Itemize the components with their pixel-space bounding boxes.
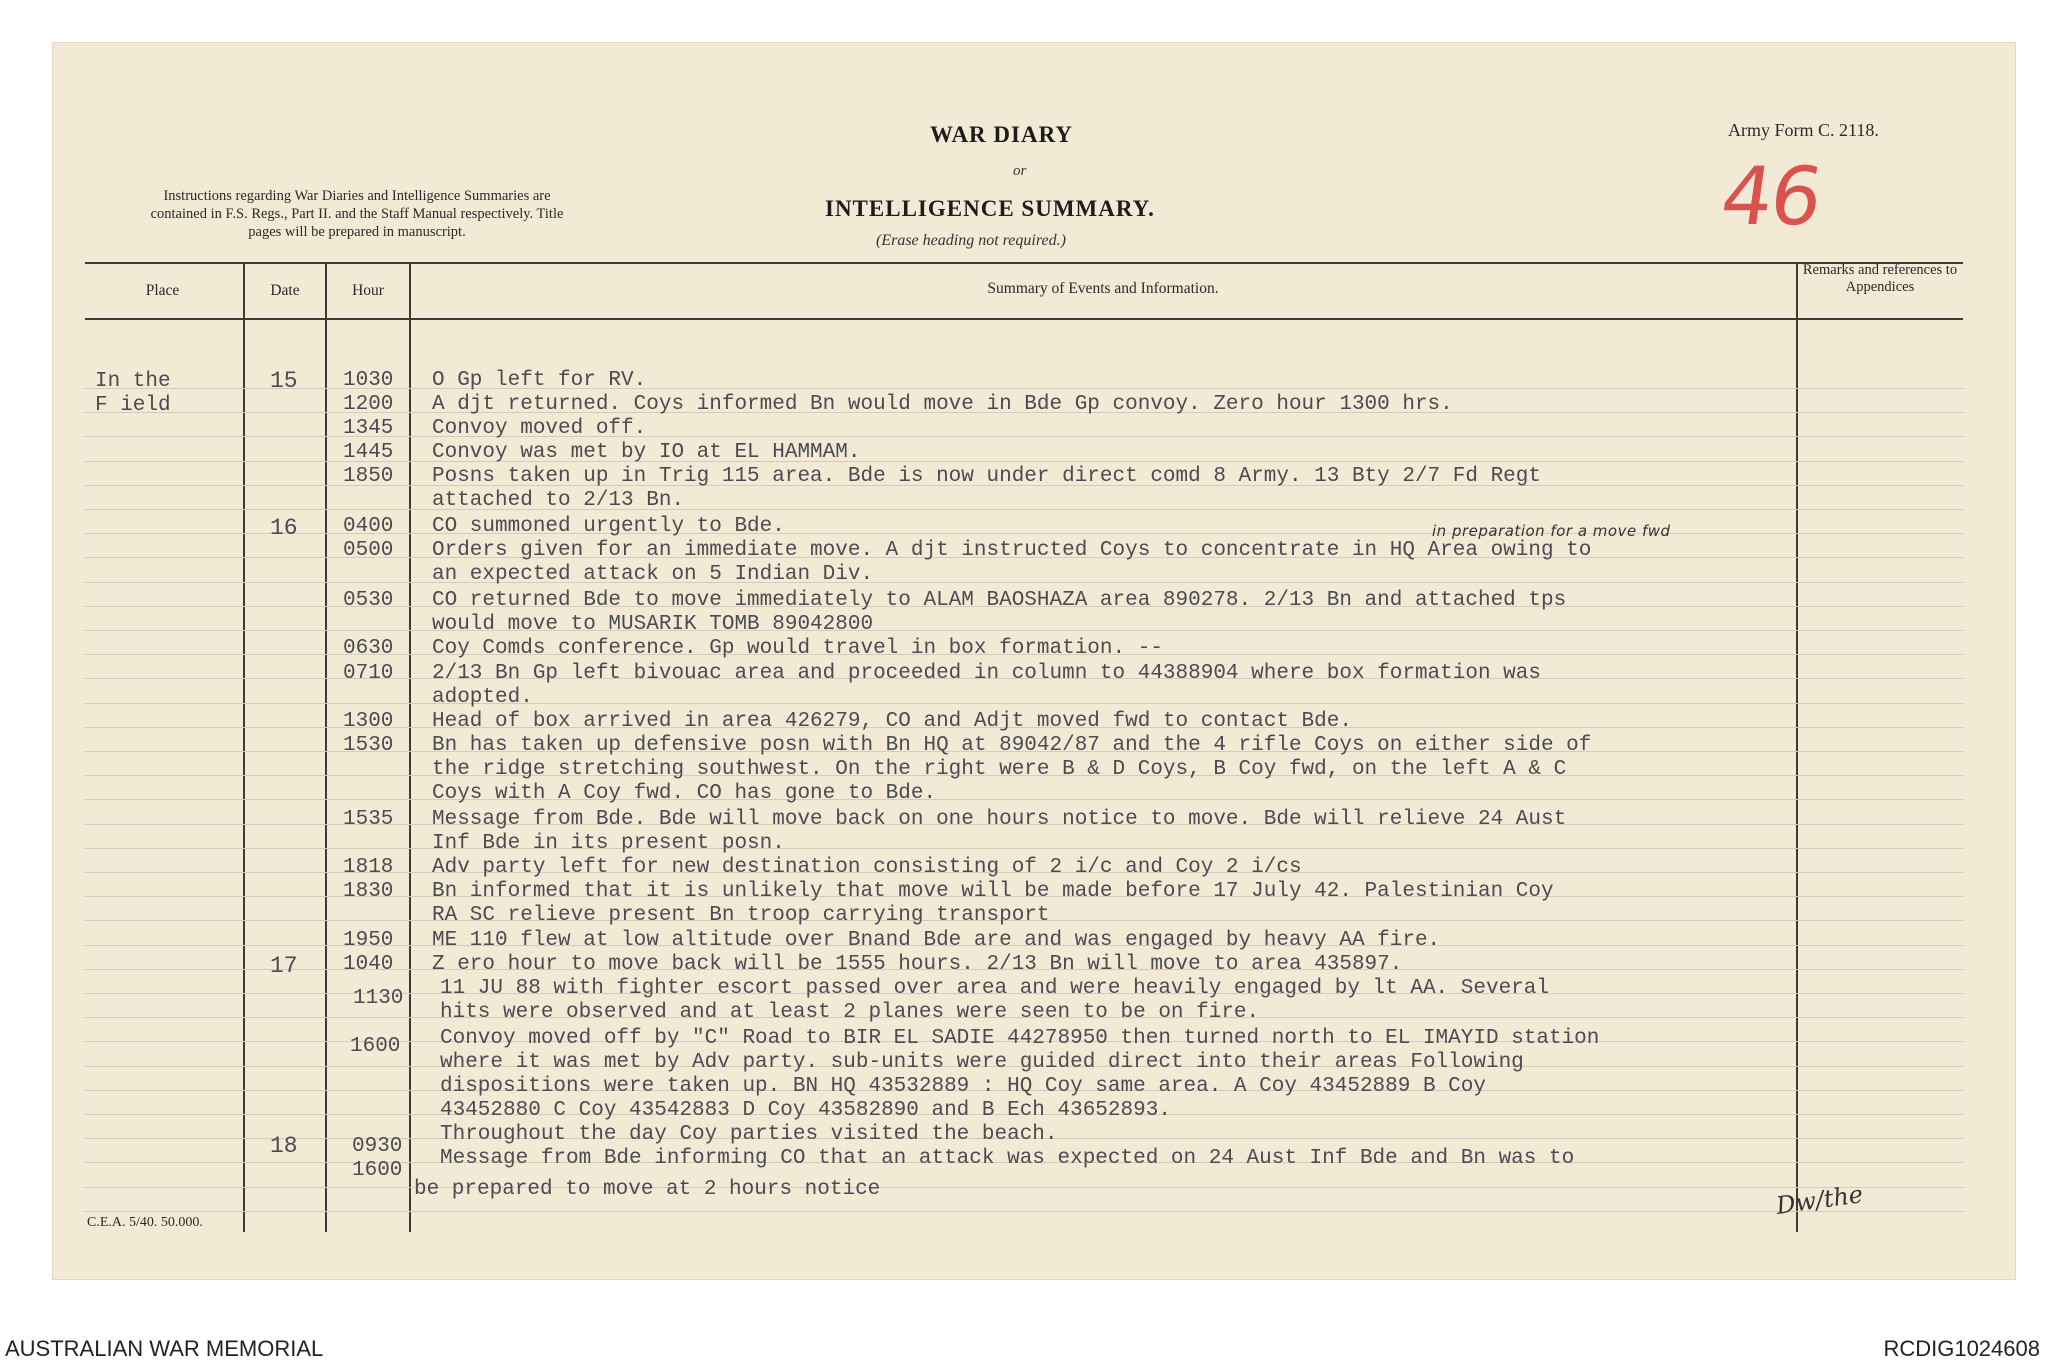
summary-line: Throughout the day Coy parties visited the beach. (440, 1123, 1058, 1146)
hour-entry: 1030 (343, 369, 394, 392)
table-header-rule (85, 318, 1963, 320)
summary-line: be prepared to move at 2 hours notice (414, 1178, 881, 1201)
summary-line: Convoy was met by IO at EL HAMMAM. (432, 441, 861, 464)
war-diary-title: WAR DIARY (930, 122, 1074, 147)
summary-line: Z ero hour to move back will be 1555 hours. 2/13 Bn will move to area 435897. (432, 953, 1403, 976)
ruled-line (85, 1187, 1963, 1188)
summary-line: Inf Bde in its present posn. (432, 832, 785, 855)
erase-note: (Erase heading not required.) (876, 232, 1066, 249)
summary-line: the ridge stretching southwest. On the right were B & D Coys, B Coy fwd, on the left A & C (432, 758, 1567, 781)
summary-line: Posns taken up in Trig 115 area. Bde is now under direct comd 8 Army. 13 Bty 2/7 Fd Regt (432, 465, 1541, 488)
hour-entry: 1830 (343, 880, 394, 903)
summary-line: Adv party left for new destination consisting of 2 i/c and Coy 2 i/cs (432, 856, 1302, 879)
ruled-line (85, 582, 1963, 583)
col-divider-remarks (1796, 262, 1798, 1232)
summary-line: 11 JU 88 with fighter escort passed over area and were heavily engaged by lt AA. Several (440, 977, 1549, 1000)
summary-line: Orders given for an immediate move. A djt instructed Coys to concentrate in HQ Area owing to (432, 539, 1592, 562)
summary-line: O Gp left for RV. (432, 369, 647, 392)
form-number: Army Form C. 2118. (1728, 120, 1879, 140)
ruled-line (85, 848, 1963, 849)
summary-line: CO returned Bde to move immediately to ALAM BAOSHAZA area 890278. 2/13 Bn and attached tps (432, 589, 1567, 612)
archive-caption: AUSTRALIAN WAR MEMORIAL (5, 1336, 324, 1361)
place-line-1: In the (95, 370, 171, 393)
summary-line: Head of box arrived in area 426279, CO and Adjt moved fwd to contact Bde. (432, 710, 1352, 733)
table-top-rule (85, 262, 1963, 264)
summary-line: hits were observed and at least 2 planes were seen to be on fire. (440, 1001, 1260, 1024)
column-header-summary: Summary of Events and Information. (987, 280, 1219, 297)
hour-entry: 1850 (343, 465, 394, 488)
date-17: 17 (270, 953, 298, 979)
col-divider-place (243, 262, 245, 1232)
summary-line: A djt returned. Coys informed Bn would move in Bde Gp convoy. Zero hour 1300 hrs. (432, 393, 1453, 416)
hour-entry: 1300 (343, 710, 394, 733)
form-print-code: C.E.A. 5/40. 50.000. (87, 1215, 203, 1230)
col-divider-hour (409, 262, 411, 1232)
hour-entry: 0500 (343, 539, 394, 562)
hour-entry: 1818 (343, 856, 394, 879)
summary-line: Message from Bde. Bde will move back on one hours notice to move. Bde will relieve 24 Aust (432, 808, 1567, 831)
hour-entry: 1200 (343, 393, 394, 416)
summary-line: would move to MUSARIK TOMB 89042800 (432, 613, 874, 636)
hour-entry: 0530 (343, 589, 394, 612)
summary-line: 2/13 Bn Gp left bivouac area and proceeded in column to 44388904 where box formation was (432, 662, 1541, 685)
hour-entry: 0710 (343, 662, 394, 685)
hour-entry: 1040 (343, 953, 394, 976)
hour-entry: 1600 (352, 1159, 403, 1182)
column-header-place: Place (145, 282, 180, 299)
ruled-line (85, 799, 1963, 800)
col-divider-date (325, 262, 327, 1232)
handwritten-page-number: 46 (1715, 150, 1827, 243)
title-or: or (1013, 163, 1027, 179)
ruled-line (85, 1211, 1963, 1212)
summary-line: ME 110 flew at low altitude over Bnand Bde are and was engaged by heavy AA fire. (432, 929, 1441, 952)
hour-entry: 1600 (350, 1035, 401, 1058)
summary-line: an expected attack on 5 Indian Div. (432, 563, 874, 586)
column-header-hour: Hour (352, 282, 384, 299)
summary-line: where it was met by Adv party. sub-units were guided direct into their areas Following (440, 1051, 1524, 1074)
summary-line: CO summoned urgently to Bde. (432, 515, 785, 538)
summary-line: attached to 2/13 Bn. (432, 489, 685, 512)
ruled-line (85, 630, 1963, 631)
hour-entry: 0400 (343, 515, 394, 538)
record-id: RCDIG1024608 (1883, 1336, 2040, 1361)
summary-line: Coy Comds conference. Gp would travel in box formation. -- (432, 637, 1163, 660)
summary-line: 43452880 C Coy 43542883 D Coy 43582890 and B Ech 43652893. (440, 1099, 1171, 1122)
intelligence-summary-title: INTELLIGENCE SUMMARY. (825, 196, 1155, 221)
summary-line: Convoy moved off. (432, 417, 647, 440)
hour-entry: 1130 (353, 987, 404, 1010)
place-line-2: F ield (95, 394, 171, 417)
summary-line: Message from Bde informing CO that an attack was expected on 24 Aust Inf Bde and Bn was to (440, 1147, 1575, 1170)
summary-line: Bn has taken up defensive posn with Bn HQ at 89042/87 and the 4 rifle Coys on either side of (432, 734, 1592, 757)
summary-line: Convoy moved off by "C" Road to BIR EL SADIE 44278950 then turned north to EL IMAYID station (440, 1027, 1600, 1050)
ruled-line (85, 703, 1963, 704)
summary-line: Bn informed that it is unlikely that move will be made before 17 July 42. Palestinian Coy (432, 880, 1554, 903)
date-18: 18 (270, 1133, 298, 1159)
handwritten-annotation: in preparation for a move fwd (1432, 522, 1671, 540)
date-15: 15 (270, 368, 298, 394)
hour-entry: 1445 (343, 441, 394, 464)
summary-line: RA SC relieve present Bn troop carrying transport (432, 904, 1050, 927)
column-header-date: Date (270, 282, 300, 299)
summary-line: Coys with A Coy fwd. CO has gone to Bde. (432, 782, 937, 805)
hour-entry: 1345 (343, 417, 394, 440)
date-16: 16 (270, 515, 298, 541)
ruled-line (85, 509, 1963, 510)
instructions-text: Instructions regarding War Diaries and Intelligence Summaries are contained in F.S. Regs., Part II. and the Staff Manual respectively. Title pages will be prepared in manuscript. (150, 188, 564, 240)
summary-line: adopted. (432, 686, 533, 709)
column-header-remarks: Remarks and references to Appendices (1802, 262, 1958, 295)
hour-entry: 1535 (343, 808, 394, 831)
hour-entry: 1530 (343, 734, 394, 757)
hour-entry: 1950 (343, 929, 394, 952)
signature: Dw/the (1774, 1180, 1865, 1220)
summary-line: dispositions were taken up. BN HQ 43532889 : HQ Coy same area. A Coy 43452889 B Coy (440, 1075, 1486, 1098)
hour-entry: 0930 (352, 1135, 403, 1158)
hour-entry: 0630 (343, 637, 394, 660)
